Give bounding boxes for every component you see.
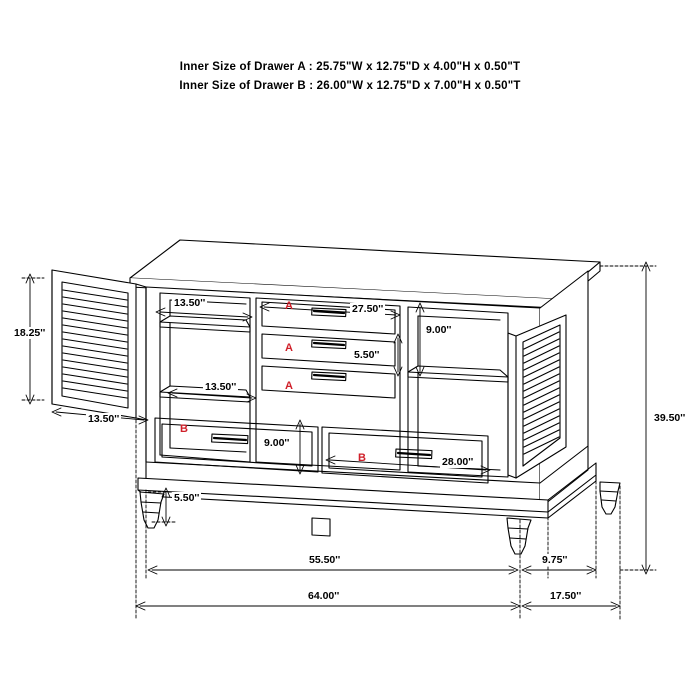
dim-top-shelf-width: 13.50''	[174, 297, 206, 309]
dim-drawer-b-height: 9.00''	[264, 437, 290, 449]
dim-total-width: 64.00''	[308, 590, 340, 602]
dim-drawer-a-width: 27.50''	[352, 303, 384, 315]
dim-lower-shelf-width: 13.50''	[205, 381, 237, 393]
label-drawer-b-left: B	[180, 423, 188, 435]
dim-total-height: 39.50''	[654, 412, 686, 424]
dim-drawer-a-height: 5.50''	[354, 349, 380, 361]
left-door-open	[52, 270, 146, 420]
dim-left-door-height: 18.25''	[14, 327, 46, 339]
drawer-b-inner-size: Inner Size of Drawer B : 26.00"W x 12.75"D x 7.00"H x 0.50"T	[179, 80, 521, 92]
label-drawer-a-bottom: A	[285, 380, 293, 392]
dim-drawer-b-width: 28.00''	[442, 456, 474, 468]
dim-right-overall: 17.50''	[550, 590, 582, 602]
dim-right-depth: 9.75''	[542, 554, 568, 566]
label-drawer-b-right: B	[358, 452, 366, 464]
label-drawer-a-top: A	[285, 300, 293, 312]
dim-foot-height: 5.50''	[174, 492, 200, 504]
drawer-a-inner-size: Inner Size of Drawer A : 25.75"W x 12.75"D x 4.00"H x 0.50"T	[179, 61, 521, 73]
label-drawer-a-middle: A	[285, 342, 293, 354]
dim-left-door-depth: 13.50''	[88, 413, 120, 425]
dim-right-shelf-height: 9.00''	[426, 324, 452, 336]
dim-case-width: 55.50''	[309, 554, 341, 566]
